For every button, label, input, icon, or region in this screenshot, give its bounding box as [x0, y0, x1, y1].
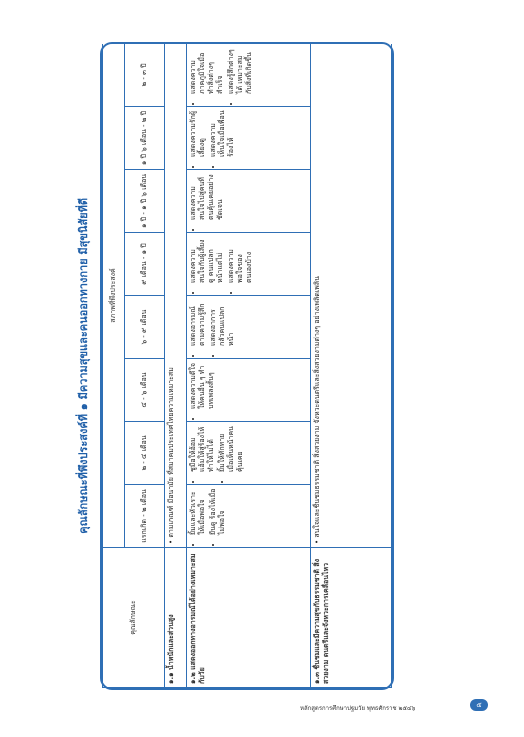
cell-emotion-6: [187, 107, 311, 170]
cell-emotion-3: [187, 296, 311, 359]
cell-emotion-7: [187, 44, 311, 107]
row-label-weight: ๑.๑ น้ำหนักและส่วนสูง: [165, 548, 187, 688]
age-range-6: ๑ ปี ๖ เดือน - ๒ ปี: [125, 107, 165, 170]
bullet: • แสดงรู้สึกต่างๆ ได้ เหมาะสมกับสิ่งที่เกิดขึ้น: [227, 47, 254, 94]
age-range-2: ๔ - ๖ เดือน: [125, 359, 165, 422]
cell-emotion-2: [187, 359, 311, 422]
page-title-container: [74, 42, 94, 690]
age-range-3: ๖ - ๙ เดือน: [125, 296, 165, 359]
cell-emotion-1: [187, 422, 311, 485]
cell-emotion-4: [187, 233, 311, 296]
bullet: • แสดงความสนใจไปสู่คนที่ตนคุ้นเคยอย่างชัดเจน: [189, 173, 225, 220]
age-range-7: ๒ - ๓ ปี: [125, 44, 165, 107]
table-row: [187, 44, 311, 688]
age-range-1: ๒ - ๔ เดือน: [125, 422, 165, 485]
bullet: • แสดงความภาคภูมิใจเมื่อทำสิ่งต่างๆ สำเร็จ: [189, 47, 225, 94]
age-range-0: แรกเกิด - ๒ เดือน: [125, 485, 165, 548]
bullet: • ยิ้มให้ทักทายเมื่อเห็นหน้าคนคุ้นเคย: [218, 425, 245, 472]
table-row: [165, 44, 187, 688]
table-row: [311, 44, 392, 688]
bullet: • ยิ้มและหัวเราะให้เมื่อพอใจ: [189, 488, 207, 535]
bullet: • ชูมือให้อ้อมแอ้มให้สู่ร้องไห้ทำให้ไม่ได้: [189, 425, 216, 472]
bullet: • แสดงอาการกลัวคนแปลกหน้า: [209, 299, 236, 346]
age-range-4: ๙ เดือน - ๑ ปี: [125, 233, 165, 296]
page-title: คุณลักษณะที่พึงประสงค์ที่ ๑ มีความสุขและคนออกทางกาย มีสุขนิสัยที่ดี: [77, 198, 90, 534]
page-number: ๕: [470, 699, 488, 711]
bullet: • แสดงอารมณ์ตามความรู้สึก: [189, 299, 207, 346]
bullet: • แสดงความเห็นใจเมื่อเพื่อนร้องไห้: [209, 110, 236, 157]
bullet: • ยืนดู ร้องไห้เมื่อไม่พอใจ: [209, 488, 227, 535]
bullet: • แสดงความรักผู้เลี้ยงดู: [189, 110, 207, 157]
rotated-table-wrapper: [102, 44, 392, 688]
cell-emotion-5: [187, 170, 311, 233]
characteristics-table: [102, 44, 392, 688]
cell-emotion-0: [187, 485, 311, 548]
bullet: • แสดงความพอใจของตนเองบ้าง: [227, 236, 254, 283]
header-state: สภาพที่พึงประสงค์: [103, 44, 125, 548]
age-range-5: ๑ ปี - ๑ ปี ๖ เดือน: [125, 170, 165, 233]
bullet: • แสดงความดีใจให้คนอื่น ๆ ทำบทเพลงสั้นๆ: [189, 362, 216, 409]
footer-caption: หลักสูตรการศึกษาปฐมวัย พุทธศักราช ๒๕๔๖: [300, 705, 416, 712]
bullet: • แสดงความสนใจกับผู้เลี้ยงดู คนแปลกหน้าแต่ไม่: [189, 236, 225, 283]
header-quality: คุณลักษณะ: [103, 548, 165, 688]
row-span-weight: • ตามเกณฑ์ มีอนามัย ที่สมาคมประเทศไทยความเหมาะสม: [165, 44, 187, 548]
rotated-table: [102, 44, 392, 688]
row-span-appreciation: • สนใจและชื่นชมธรรมชาติ สิ่งสวยงาม จังหวะดนตรีและสิ่งสวยงามต่างๆ อย่างเพลิดเพลิน: [311, 44, 392, 548]
row-label-appreciation: ๑.๓ ชื่นชมและมีความสุขกับธรรมชาติ สิ่งสวยงาม ดนตรีและจังหวะการเคลื่อนไหว: [311, 548, 392, 688]
row-label-emotion: ๑.๒ แสดงออกทางอารมณ์ได้อย่างเหมาะสมกับวัย: [187, 548, 311, 688]
